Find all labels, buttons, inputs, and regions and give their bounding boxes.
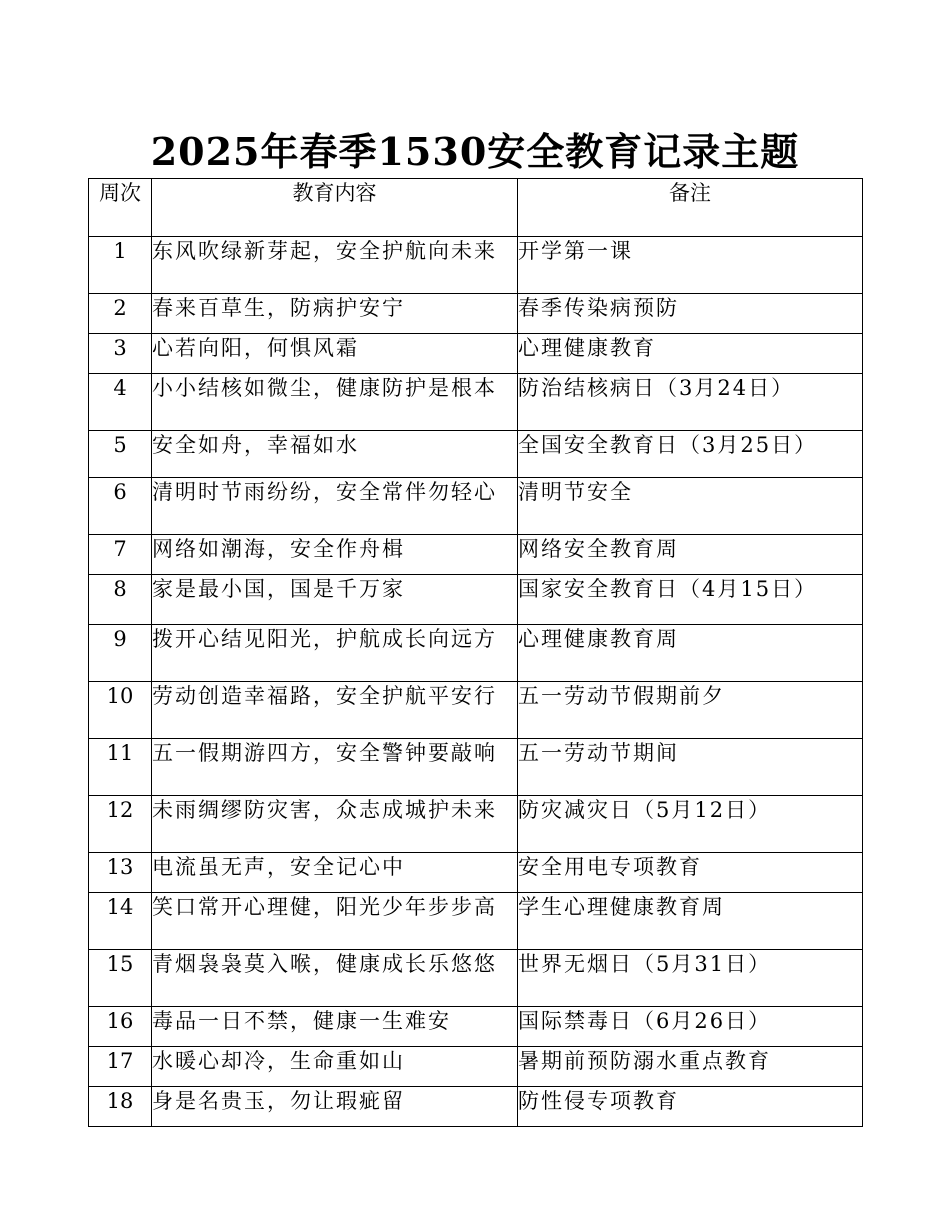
content-cell: 东风吹绿新芽起，安全护航向未来 — [152, 237, 518, 294]
note-cell: 安全用电专项教育 — [518, 853, 863, 893]
table-row — [89, 950, 863, 1007]
note-cell: 国家安全教育日（4月15日） — [518, 575, 863, 625]
table-row — [89, 739, 863, 796]
education-record-table — [88, 178, 863, 1127]
content-cell: 水暖心却冷，生命重如山 — [152, 1047, 518, 1087]
content-cell: 安全如舟，幸福如水 — [152, 431, 518, 478]
content-cell: 五一假期游四方，安全警钟要敲响 — [152, 739, 518, 796]
header-note: 备注 — [518, 179, 863, 237]
week-cell: 13 — [89, 853, 152, 893]
header-content: 教育内容 — [152, 179, 518, 237]
note-cell: 防灾减灾日（5月12日） — [518, 796, 863, 853]
note-cell: 暑期前预防溺水重点教育 — [518, 1047, 863, 1087]
note-cell: 防治结核病日（3月24日） — [518, 374, 863, 431]
content-cell: 身是名贵玉，勿让瑕疵留 — [152, 1087, 518, 1127]
content-cell: 家是最小国，国是千万家 — [152, 575, 518, 625]
week-cell: 5 — [89, 431, 152, 478]
content-cell: 春来百草生，防病护安宁 — [152, 294, 518, 334]
week-cell: 9 — [89, 625, 152, 682]
table-row — [89, 625, 863, 682]
table-row — [89, 682, 863, 739]
note-cell: 全国安全教育日（3月25日） — [518, 431, 863, 478]
note-cell: 国际禁毒日（6月26日） — [518, 1007, 863, 1047]
note-cell: 心理健康教育周 — [518, 625, 863, 682]
content-cell: 电流虽无声，安全记心中 — [152, 853, 518, 893]
table-row — [89, 1007, 863, 1047]
table-row — [89, 478, 863, 535]
note-cell: 心理健康教育 — [518, 334, 863, 374]
page-title: 2025年春季1530安全教育记录主题 — [150, 129, 800, 174]
table-row — [89, 294, 863, 334]
note-cell: 五一劳动节期间 — [518, 739, 863, 796]
table-row — [89, 893, 863, 950]
week-cell: 17 — [89, 1047, 152, 1087]
note-cell: 网络安全教育周 — [518, 535, 863, 575]
content-cell: 网络如潮海，安全作舟楫 — [152, 535, 518, 575]
note-cell: 五一劳动节假期前夕 — [518, 682, 863, 739]
table-row — [89, 1087, 863, 1127]
week-cell: 8 — [89, 575, 152, 625]
week-cell: 2 — [89, 294, 152, 334]
table-row — [89, 237, 863, 294]
week-cell: 10 — [89, 682, 152, 739]
table-row — [89, 853, 863, 893]
table-row — [89, 1047, 863, 1087]
content-cell: 小小结核如微尘，健康防护是根本 — [152, 374, 518, 431]
week-cell: 12 — [89, 796, 152, 853]
table-header-row — [89, 179, 863, 237]
content-cell: 心若向阳，何惧风霜 — [152, 334, 518, 374]
week-cell: 15 — [89, 950, 152, 1007]
week-cell: 11 — [89, 739, 152, 796]
content-cell: 拨开心结见阳光，护航成长向远方 — [152, 625, 518, 682]
content-cell: 毒品一日不禁，健康一生难安 — [152, 1007, 518, 1047]
note-cell: 防性侵专项教育 — [518, 1087, 863, 1127]
content-cell: 未雨绸缪防灾害，众志成城护未来 — [152, 796, 518, 853]
content-cell: 清明时节雨纷纷，安全常伴勿轻心 — [152, 478, 518, 535]
table-row — [89, 374, 863, 431]
week-cell: 1 — [89, 237, 152, 294]
content-cell: 劳动创造幸福路，安全护航平安行 — [152, 682, 518, 739]
table-row — [89, 535, 863, 575]
content-cell: 笑口常开心理健，阳光少年步步高 — [152, 893, 518, 950]
week-cell: 14 — [89, 893, 152, 950]
table-row — [89, 334, 863, 374]
header-week: 周次 — [89, 179, 152, 237]
week-cell: 7 — [89, 535, 152, 575]
content-cell: 青烟袅袅莫入喉，健康成长乐悠悠 — [152, 950, 518, 1007]
table-row — [89, 431, 863, 478]
note-cell: 开学第一课 — [518, 237, 863, 294]
table-row — [89, 575, 863, 625]
table-row — [89, 796, 863, 853]
week-cell: 16 — [89, 1007, 152, 1047]
note-cell: 春季传染病预防 — [518, 294, 863, 334]
week-cell: 18 — [89, 1087, 152, 1127]
note-cell: 学生心理健康教育周 — [518, 893, 863, 950]
note-cell: 世界无烟日（5月31日） — [518, 950, 863, 1007]
week-cell: 3 — [89, 334, 152, 374]
week-cell: 6 — [89, 478, 152, 535]
week-cell: 4 — [89, 374, 152, 431]
note-cell: 清明节安全 — [518, 478, 863, 535]
